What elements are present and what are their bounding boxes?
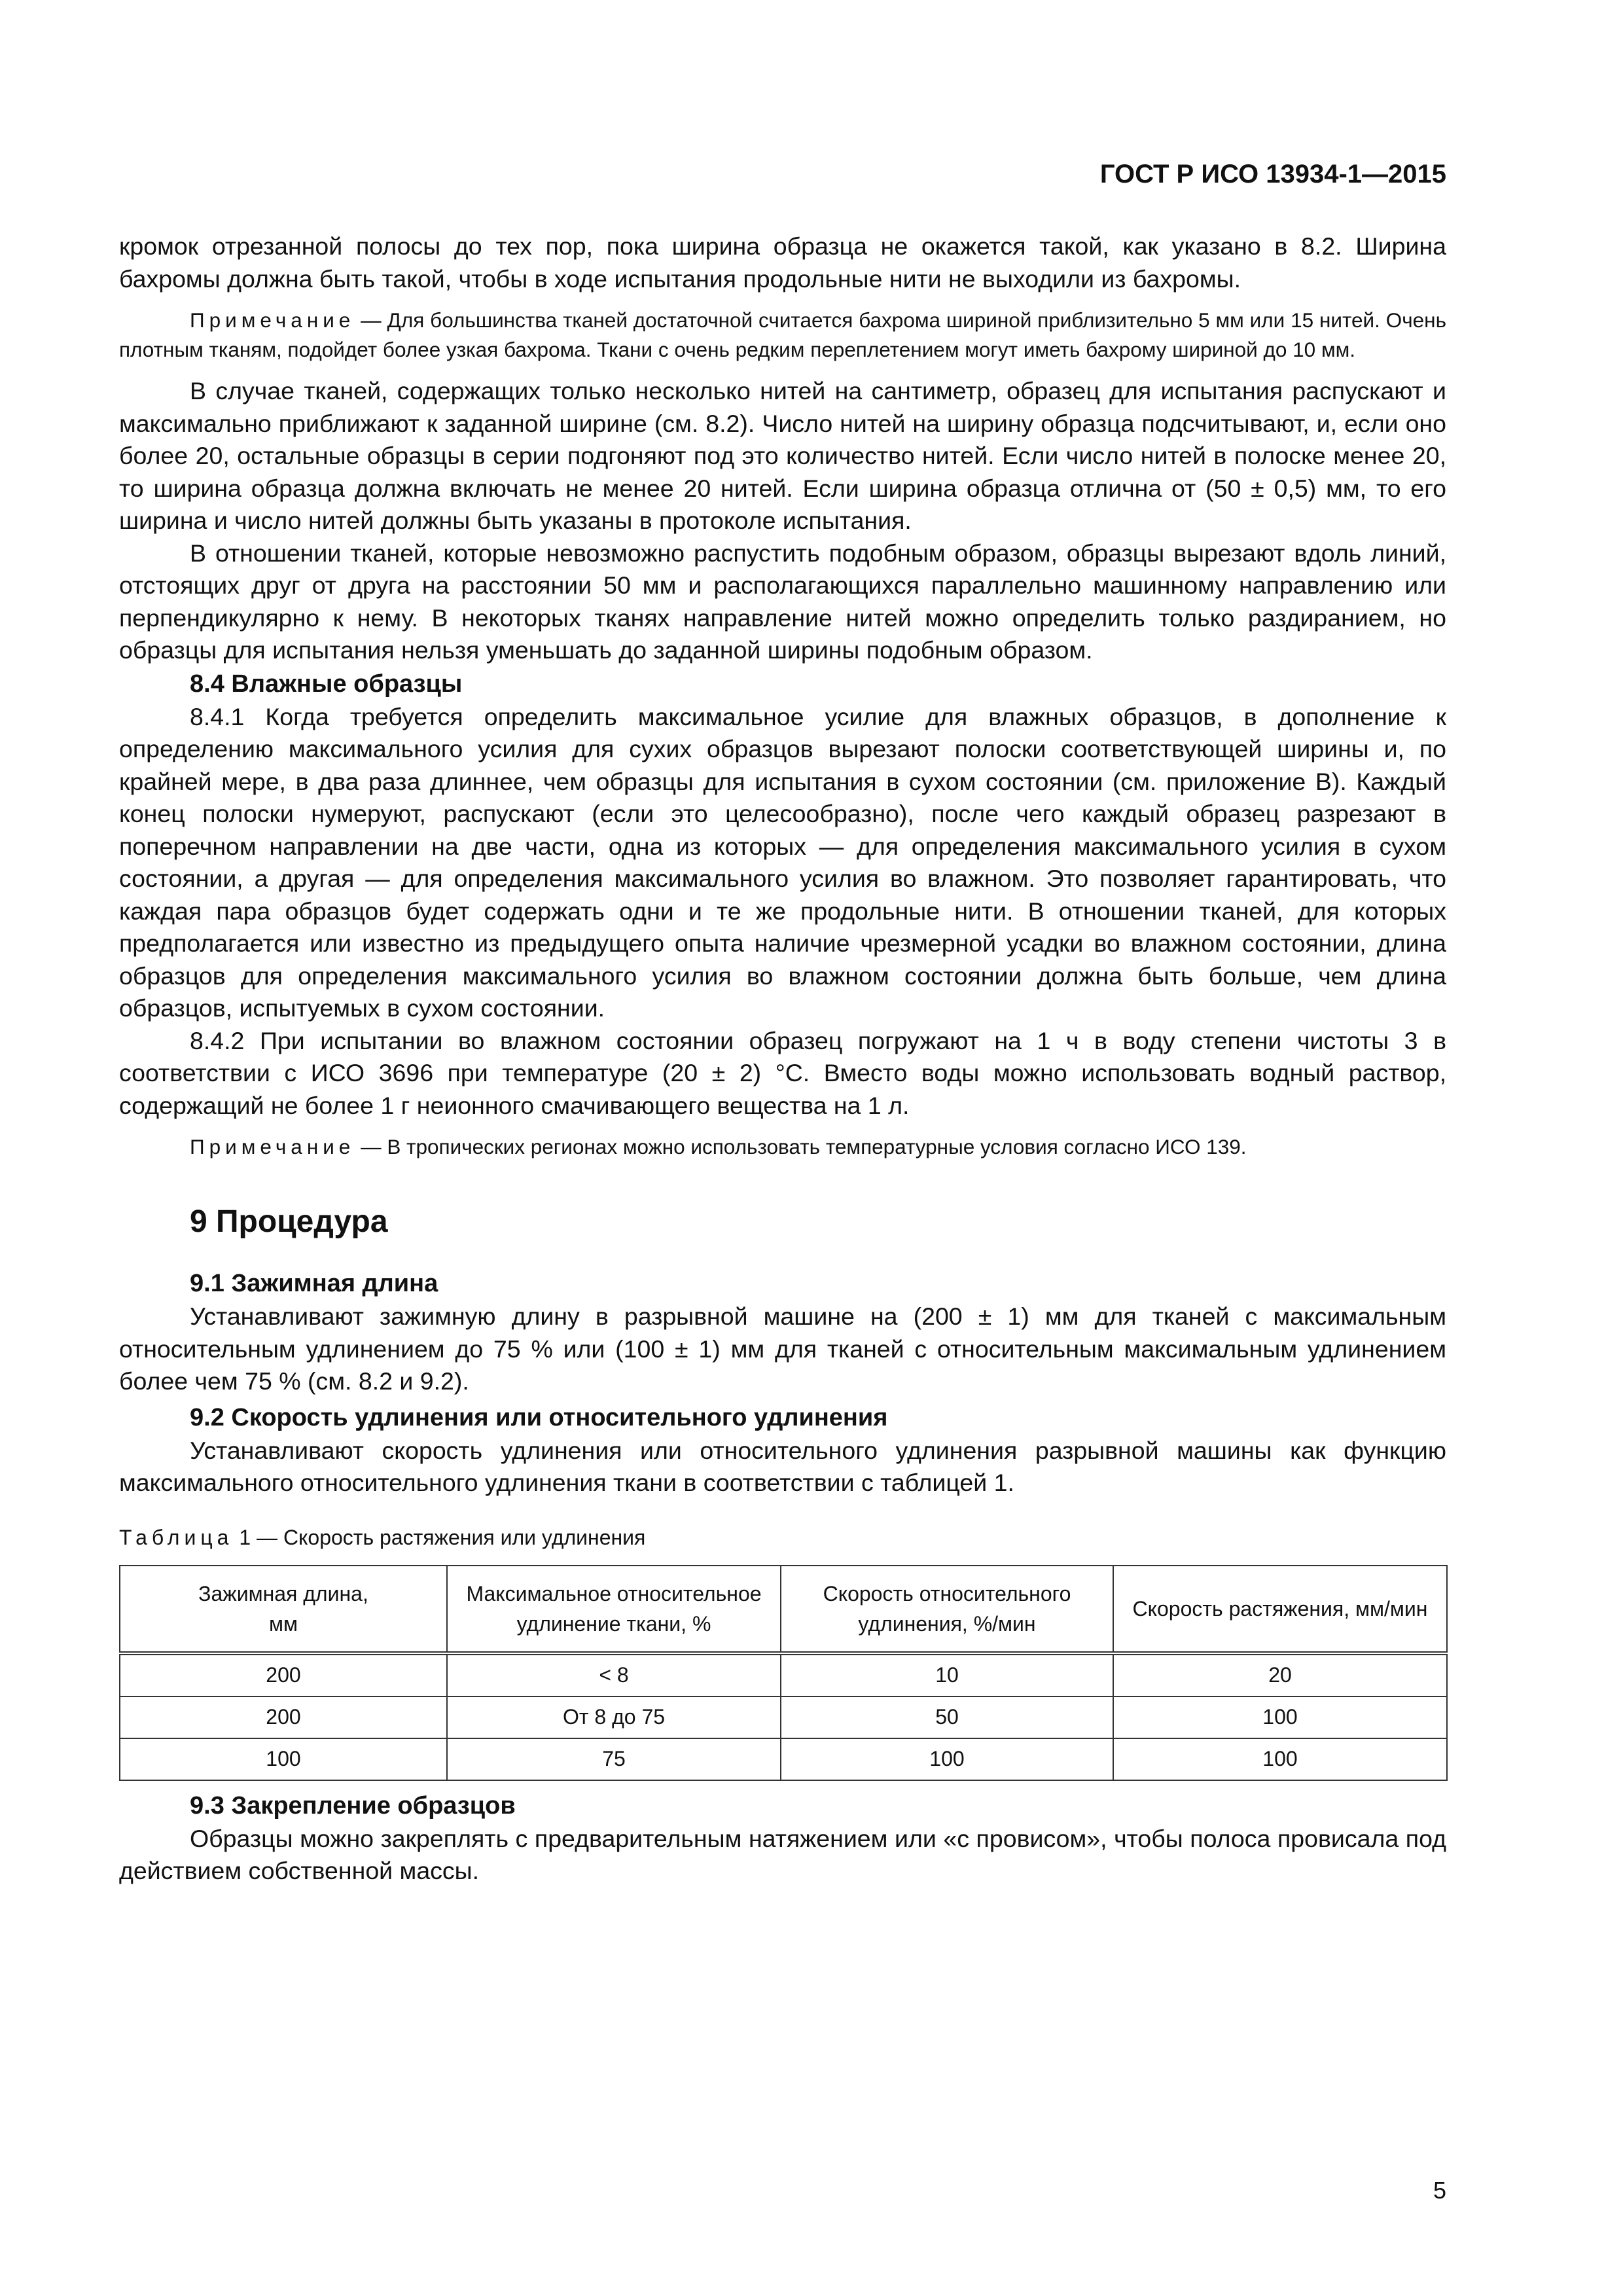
table-header-cell: Скорость растяжения, мм/мин [1113, 1566, 1447, 1653]
table-caption-label: Таблица [119, 1525, 234, 1549]
note-fringe-width [119, 306, 1446, 365]
table-cell: 20 [1113, 1653, 1447, 1696]
table-cell: 50 [781, 1696, 1113, 1738]
paragraph-9-3: Образцы можно закреплять с предварительным натяжением или «с провисом», чтобы полоса провисала под действием собственной массы. [119, 1824, 1446, 1884]
table-cell: 10 [781, 1653, 1113, 1696]
paragraph-9-1: Устанавливают зажимную длину в разрывной машине на (200 ± 1) мм для тканей с максимальным относительным удлинением до 75 % или (100 ± 1) мм для тканей с относительным максимальным удлинением более чем 75 % (см. 8.2 и 9.2). [119, 1302, 1446, 1395]
table-cell: 100 [120, 1738, 447, 1780]
table-header-cell: Максимальное относительное удлинение ткани, % [447, 1566, 781, 1653]
table-caption [119, 1523, 1446, 1552]
document-body [119, 230, 1446, 1888]
table-cell: 100 [1113, 1696, 1447, 1738]
table-cell: 100 [1113, 1738, 1447, 1780]
document-code-header: ГОСТ Р ИСО 13934-1—2015 [1099, 160, 1446, 188]
speed-table [119, 1565, 1448, 1781]
note-text: — В тропических регионах можно использовать температурные условия согласно ИСО 139. [355, 1135, 1247, 1158]
subsection-heading-9-3: 9.3 Закрепление образцов [190, 1791, 516, 1820]
note-label: Примечание [190, 1135, 355, 1158]
subsection-heading-9-2: 9.2 Скорость удлинения или относительного удлинения [190, 1403, 888, 1431]
table-cell: От 8 до 75 [447, 1696, 781, 1738]
paragraph-cut-fabrics: В отношении тканей, которые невозможно распустить подобным образом, образцы вырезают вдоль линий, отстоящих друг от друга на расстоянии 50 мм и располагающихся параллельно машинному направлению или перпендикулярно к нему. В некоторых тканях направление нитей можно определить только раздиранием, но образцы для испытания нельзя уменьшать до заданной ширины подобным образом. [119, 539, 1446, 664]
paragraph-fringe-continued: кромок отрезанной полосы до тех пор, пока ширина образца не окажется такой, как указано в 8.2. Ширина бахромы должна быть такой, чтобы в ходе испытания продольные нити не выходили из бахромы. [119, 232, 1446, 293]
table-cell: 200 [120, 1653, 447, 1696]
table-cell: 100 [781, 1738, 1113, 1780]
page-number: 5 [1433, 2177, 1446, 2204]
table-cell: 75 [447, 1738, 781, 1780]
paragraph-few-threads: В случае тканей, содержащих только несколько нитей на сантиметр, образец для испытания распускают и максимально приближают к заданной ширине (см. 8.2). Число нитей на ширину образца подсчитывают, и, если оно более 20, остальные образцы в серии подгоняют под это количество нитей. Если число нитей в полоске менее 20, то ширина образца должна включать не менее 20 нитей. Если ширина образца отлична от (50 ± 0,5) мм, то его ширина и число нитей должны быть указаны в протоколе испытания. [119, 377, 1446, 534]
table-header-cell: Скорость относительного удлинения, %/мин [781, 1566, 1113, 1653]
note-label: Примечание [190, 308, 355, 332]
subsection-heading-8-4: 8.4 Влажные образцы [190, 670, 463, 698]
table-cell: 200 [120, 1696, 447, 1738]
table-caption-title: 1 — Скорость растяжения или удлинения [233, 1525, 646, 1549]
table-row [120, 1738, 1447, 1780]
subsection-heading-9-1: 9.1 Зажимная длина [190, 1270, 438, 1297]
paragraph-9-2: Устанавливают скорость удлинения или относительного удлинения разрывной машины как функцию максимального относительного удлинения ткани в соответствии с таблицей 1. [119, 1436, 1446, 1496]
paragraph-8-4-1: 8.4.1 Когда требуется определить максимальное усилие для влажных образцов, в дополнение к определению максимального усилия для сухих образцов вырезают полоски соответствующей ширины и, по крайней мере, в два раза длиннее, чем образцы для испытания в сухом состоянии (см. приложение В). Каждый конец полоски нумеруют, распускают (если это целесообразно), после чего каждый образец разрезают в поперечном направлении на две части, одна из которых — для определения максимального усилия в сухом состоянии, а другая — для определения максимального усилия во влажном. Это позволяет гарантировать, что каждая пара образцов будет содержать одни и те же продольные нити. В отношении тканей, для которых предполагается или известно из предыдущего опыта наличие чрезмерной усадки во влажном состоянии, длина образцов для определения максимального усилия во влажном состоянии должна быть больше, чем длина образцов, испытуемых в сухом состоянии. [119, 702, 1446, 1022]
table-header-cell: Зажимная длина, мм [120, 1566, 447, 1653]
note-tropical [119, 1132, 1446, 1162]
table-header-row [120, 1566, 1447, 1653]
paragraph-8-4-2: 8.4.2 При испытании во влажном состоянии образец погружают на 1 ч в воду степени чистоты 3 в соответствии с ИСО 3696 при температуре (20 ± 2) °С. Вместо воды можно использовать водный раствор, содержащий не более 1 г неионного смачивающего вещества на 1 л. [119, 1026, 1446, 1119]
note-text: — Для большинства тканей достаточной считается бахрома шириной приблизительно 5 мм или 15 нитей. Очень плотным тканям, подойдет более узкая бахрома. Ткани с очень редким переплетением могут иметь бахрому шириной до 10 мм. [119, 308, 1446, 361]
table-row [120, 1653, 1447, 1696]
table-cell: < 8 [447, 1653, 781, 1696]
section-heading-9: 9 Процедура [190, 1204, 388, 1239]
table-row [120, 1696, 1447, 1738]
